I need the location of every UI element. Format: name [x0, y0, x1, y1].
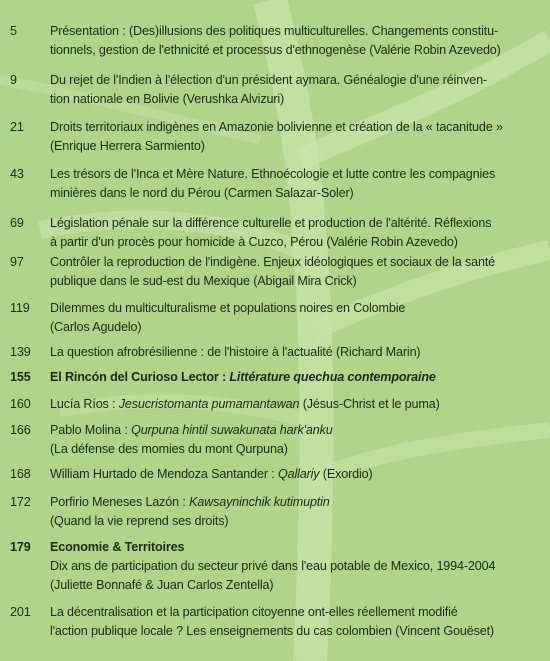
entry-text [50, 395, 540, 414]
entry-text [50, 465, 540, 484]
page-number: 168 [10, 467, 31, 481]
entry-line: (Carlos Agudelo) [50, 320, 142, 334]
entry-translation: (La défense des momies du mont Qurpuna) [50, 442, 288, 456]
page-number: 172 [10, 495, 31, 509]
entry-line: Du rejet de l'Indien à l'élection d'un président aymara. Généalogie d'une réinven- [50, 73, 487, 87]
entry-line: à partir d'un procès pour homicide à Cuzco, Pérou (Valérie Robin Azevedo) [50, 235, 458, 249]
page-number: 160 [10, 397, 31, 411]
page-number: 43 [10, 167, 24, 181]
entry-text [50, 71, 540, 109]
entry-text [50, 343, 540, 362]
entry-author: William Hurtado de Mendoza Santander : [50, 467, 278, 481]
entry-line: Dilemmes du multiculturalisme et populations noires en Colombie [50, 301, 406, 315]
entry-line: tion nationale en Bolivie (Verushka Alvizuri) [50, 92, 285, 106]
section-title-subtitle: Littérature quechua contemporaine [229, 370, 436, 384]
entry-author: Lucía Ríos : [50, 397, 119, 411]
entry-translation: (Jésus-Christ et le puma) [299, 397, 440, 411]
page-number: 97 [10, 255, 24, 269]
entry-line: Dix ans de participation du secteur privé dans l'eau potable de Mexico, 1994-2004 [50, 559, 496, 573]
entry-line: Les trésors de l'Inca et Mère Nature. Ethnoécologie et lutte contre les compagnies [50, 167, 496, 181]
page-number: 5 [10, 24, 17, 38]
entry-title: Qallariy [277, 467, 320, 481]
entry-translation: (Exordio) [319, 467, 373, 481]
section-title: Economie & Territoires [50, 540, 185, 554]
page-number: 119 [10, 301, 30, 315]
entry-text [50, 214, 540, 252]
page-number: 21 [10, 120, 24, 134]
entry-text [50, 165, 540, 203]
entry-line: minières dans le nord du Pérou (Carmen Salazar-Soler) [50, 186, 354, 200]
entry-text [50, 299, 540, 337]
entry-text [50, 22, 540, 60]
entry-line: (Juliette Bonnafé & Juan Carlos Zentella) [50, 578, 274, 592]
entry-text [50, 118, 540, 156]
entry-author: Pablo Molina : [50, 423, 132, 437]
page-number: 9 [10, 73, 17, 87]
page-number: 139 [10, 345, 31, 359]
entry-title: Jesucristomanta pumamantawan [118, 397, 300, 411]
entry-line: La question afrobrésilienne : de l'histoire à l'actualité (Richard Marin) [50, 345, 421, 359]
entry-line: l'action publique locale ? Les enseignements du cas colombien (Vincent Gouëset) [50, 624, 494, 638]
page-number: 155 [10, 370, 31, 384]
entry-translation: (Quand la vie reprend ses droits) [50, 514, 229, 528]
entry-line: Présentation : (Des)illusions des politiques multiculturelles. Changements constitu- [50, 24, 498, 38]
section-title [50, 368, 540, 387]
entry-title: Kawsayninchik kutimuptin [189, 495, 330, 509]
entry-text [50, 538, 540, 595]
page-number: 201 [10, 605, 31, 619]
entry-line: La décentralisation et la participation citoyenne ont-elles réellement modifié [50, 605, 458, 619]
entry-line: (Enrique Herrera Sarmiento) [50, 139, 205, 153]
page-number: 69 [10, 216, 24, 230]
entry-line: Législation pénale sur la différence culturelle et production de l'altérité. Réflexions [50, 216, 492, 230]
entry-line: tionnels, gestion de l'ethnicité et processus d'ethnogenèse (Valérie Robin Azevedo) [50, 43, 501, 57]
entry-title: Qurpuna hintil suwakunata hark'anku [131, 423, 333, 437]
page-number: 166 [10, 423, 31, 437]
page-number: 179 [10, 540, 31, 554]
entry-text [50, 603, 540, 641]
entry-text [50, 421, 540, 459]
section-title-main: El Rincón del Curioso Lector : [50, 370, 230, 384]
entry-line: Droits territoriaux indigènes en Amazonie bolivienne et création de la « tacanitude » [50, 120, 503, 134]
entry-text [50, 253, 540, 291]
entry-line: publique dans le sud-est du Mexique (Abigail Mira Crick) [50, 274, 357, 288]
entry-line: Contrôler la reproduction de l'indigène. Enjeux idéologiques et sociaux de la santé [50, 255, 496, 269]
entry-text [50, 493, 540, 531]
entry-author: Porfirio Meneses Lazón : [50, 495, 190, 509]
